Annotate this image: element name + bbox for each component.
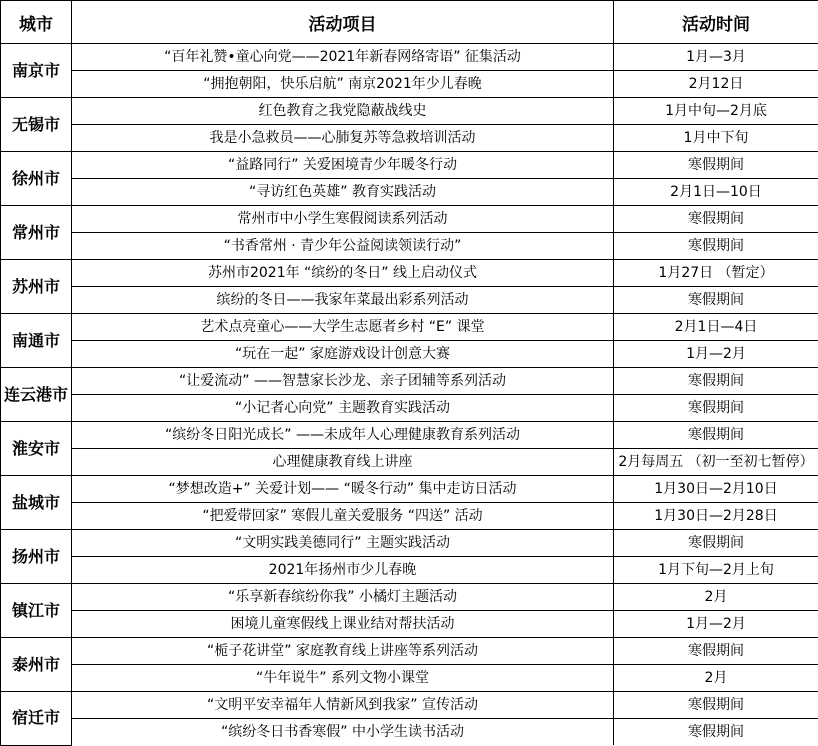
time-cell: 寒假期间 [614,692,818,719]
table-row [1,476,818,503]
time-cell: 1月—2月 [614,611,818,638]
table-row [1,611,818,638]
table-row [1,719,818,746]
table-row [1,422,818,449]
table-row [1,233,818,260]
time-cell: 2月1日—10日 [614,179,818,206]
city-cell: 无锡市 [1,98,72,152]
city-cell: 宿迁市 [1,692,72,746]
table-row [1,287,818,314]
activity-cell: “文明平安幸福年人情新风到我家” 宣传活动 [72,692,614,719]
time-cell: 寒假期间 [614,422,818,449]
table-row [1,584,818,611]
activity-cell: 苏州市2021年 “缤纷的冬日” 线上启动仪式 [72,260,614,287]
activity-cell: “梦想改造+” 关爱计划—— “暖冬行动” 集中走访日活动 [72,476,614,503]
time-cell: 2月 [614,584,818,611]
city-cell: 苏州市 [1,260,72,314]
table-row [1,692,818,719]
time-cell: 1月中旬—2月底 [614,98,818,125]
time-cell: 寒假期间 [614,719,818,746]
time-cell: 1月下旬—2月上旬 [614,557,818,584]
table-row [1,314,818,341]
time-cell: 寒假期间 [614,530,818,557]
header-city: 城市 [1,1,72,44]
table-row [1,98,818,125]
activity-cell: “文明实践美德同行” 主题实践活动 [72,530,614,557]
table-row [1,665,818,692]
time-cell: 寒假期间 [614,233,818,260]
activity-cell: 艺术点亮童心——大学生志愿者乡村 “E” 课堂 [72,314,614,341]
activity-cell: “牛年说牛” 系列文物小课堂 [72,665,614,692]
city-cell: 南通市 [1,314,72,368]
time-cell: 寒假期间 [614,368,818,395]
time-cell: 2月1日—4日 [614,314,818,341]
header-time: 活动时间 [614,1,818,44]
time-cell: 1月30日—2月28日 [614,503,818,530]
time-cell: 寒假期间 [614,287,818,314]
activity-cell: “百年礼赞•童心向党——2021年新春网络寄语” 征集活动 [72,44,614,71]
activity-cell: “书香常州 · 青少年公益阅读领读行动” [72,233,614,260]
table-body [1,44,818,746]
time-cell: 1月—3月 [614,44,818,71]
table-row [1,152,818,179]
activity-cell: “益路同行” 关爱困境青少年暖冬行动 [72,152,614,179]
activity-cell: “缤纷冬日书香寒假” 中小学生读书活动 [72,719,614,746]
activity-cell: “小记者心向党” 主题教育实践活动 [72,395,614,422]
table-row [1,125,818,152]
time-cell: 1月中下旬 [614,125,818,152]
city-cell: 连云港市 [1,368,72,422]
time-cell: 2月12日 [614,71,818,98]
table-row [1,368,818,395]
time-cell: 寒假期间 [614,638,818,665]
city-cell: 盐城市 [1,476,72,530]
header-row [1,1,818,44]
table-row [1,503,818,530]
city-cell: 徐州市 [1,152,72,206]
table-row [1,260,818,287]
activity-cell: “缤纷冬日阳光成长” ——未成年人心理健康教育系列活动 [72,422,614,449]
activity-cell: “栀子花讲堂” 家庭教育线上讲座等系列活动 [72,638,614,665]
activity-cell: “让爱流动” ——智慧家长沙龙、亲子团辅等系列活动 [72,368,614,395]
activity-cell: “玩在一起” 家庭游戏设计创意大赛 [72,341,614,368]
city-cell: 南京市 [1,44,72,98]
city-cell: 常州市 [1,206,72,260]
activity-cell: “拥抱朝阳，快乐启航” 南京2021年少儿春晚 [72,71,614,98]
city-cell: 泰州市 [1,638,72,692]
activity-cell: 心理健康教育线上讲座 [72,449,614,476]
table-row [1,449,818,476]
header-activity: 活动项目 [72,1,614,44]
activity-cell: 常州市中小学生寒假阅读系列活动 [72,206,614,233]
time-cell: 1月—2月 [614,341,818,368]
time-cell: 寒假期间 [614,152,818,179]
time-cell: 1月27日 （暂定） [614,260,818,287]
table-row [1,530,818,557]
table-row [1,341,818,368]
time-cell: 2月 [614,665,818,692]
table-row [1,179,818,206]
city-cell: 淮安市 [1,422,72,476]
time-cell: 2月每周五 （初一至初七暂停） [614,449,818,476]
table-row [1,44,818,71]
city-cell: 扬州市 [1,530,72,584]
activity-cell: 困境儿童寒假线上课业结对帮扶活动 [72,611,614,638]
activity-cell: 红色教育之我党隐蔽战线史 [72,98,614,125]
table-row [1,395,818,422]
time-cell: 寒假期间 [614,206,818,233]
table-row [1,71,818,98]
table-row [1,206,818,233]
time-cell: 寒假期间 [614,395,818,422]
city-cell: 镇江市 [1,584,72,638]
activity-cell: “把爱带回家” 寒假儿童关爱服务 “四送” 活动 [72,503,614,530]
activity-cell: 我是小急救员——心肺复苏等急救培训活动 [72,125,614,152]
activity-cell: “寻访红色英雄” 教育实践活动 [72,179,614,206]
table-row [1,557,818,584]
activity-cell: 缤纷的冬日——我家年菜最出彩系列活动 [72,287,614,314]
table-row [1,638,818,665]
activity-cell: “乐享新春缤纷你我” 小橘灯主题活动 [72,584,614,611]
activity-cell: 2021年扬州市少儿春晚 [72,557,614,584]
time-cell: 1月30日—2月10日 [614,476,818,503]
